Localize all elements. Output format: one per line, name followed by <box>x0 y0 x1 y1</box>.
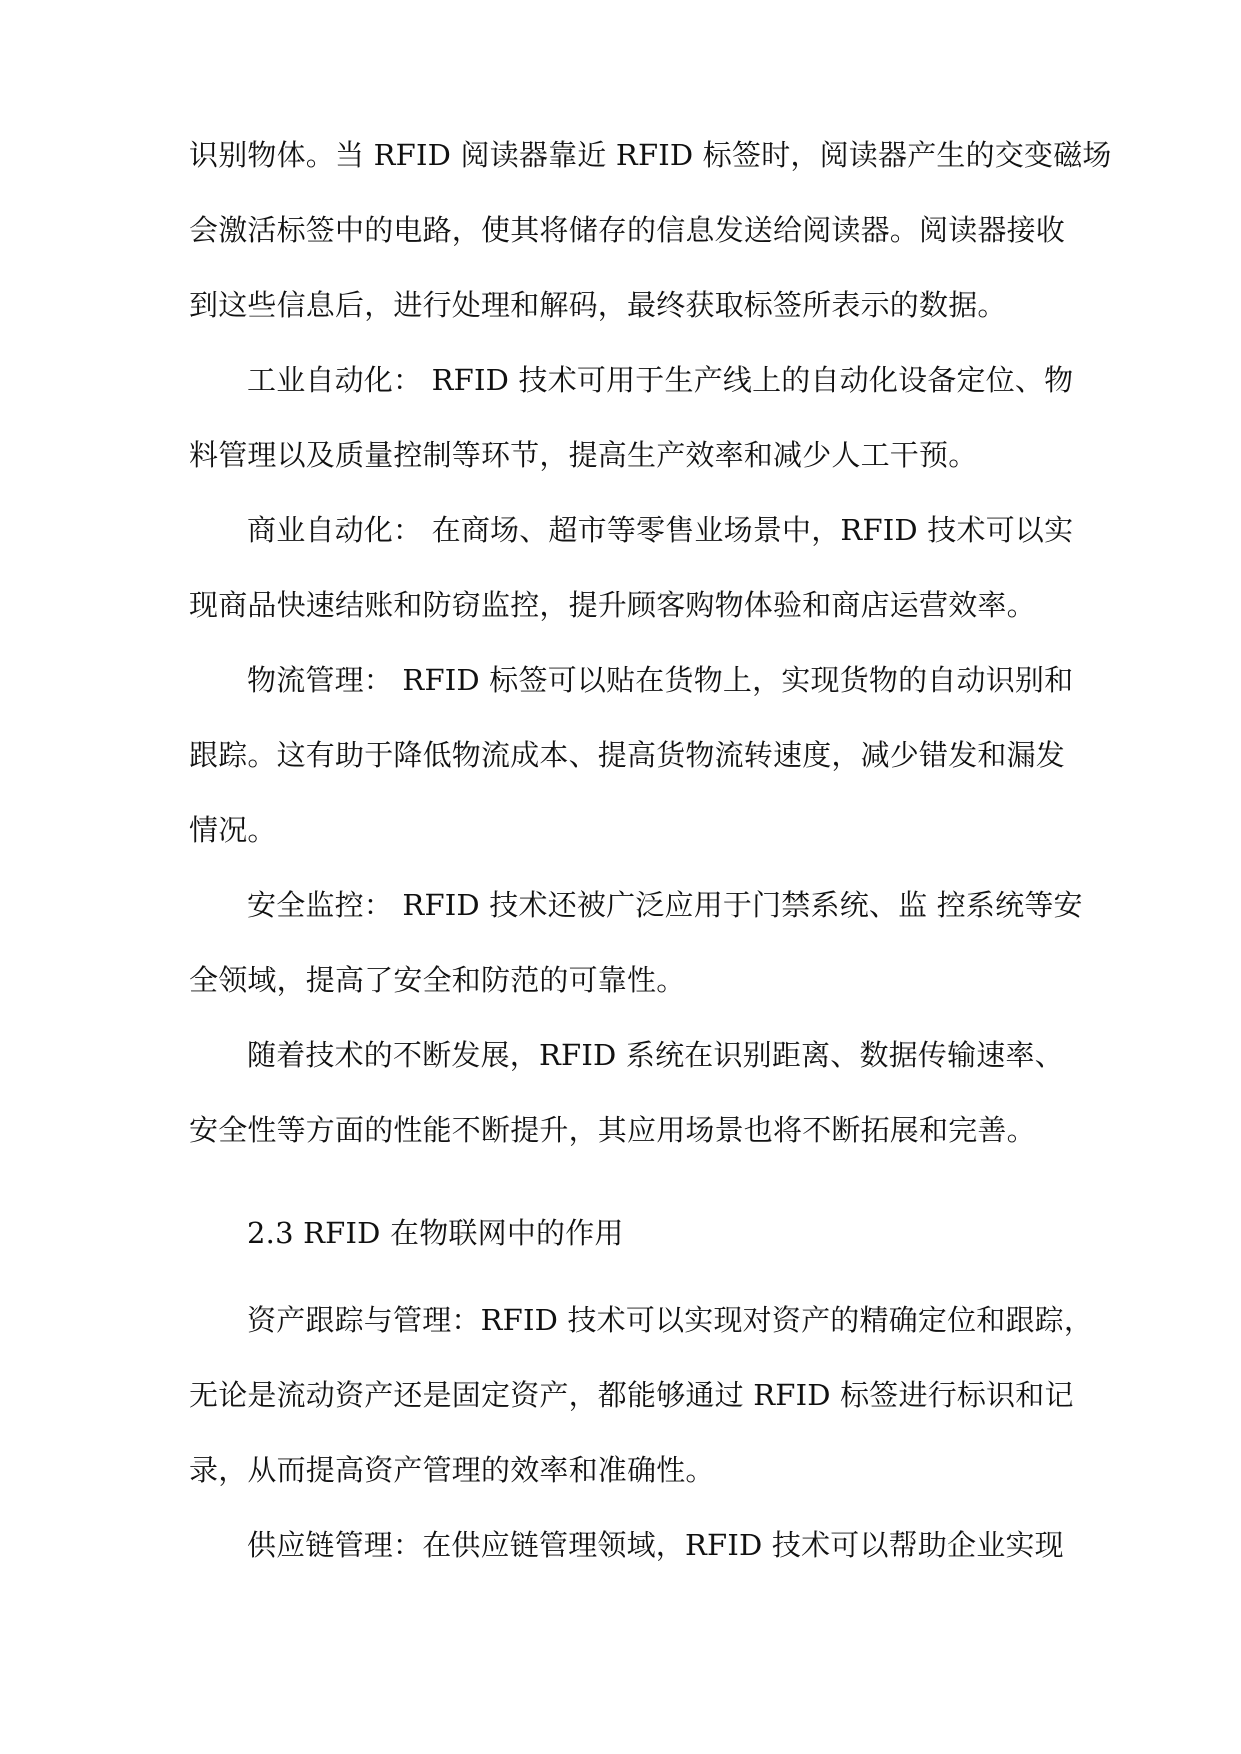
text-line: 录，从而提高资产管理的效率和准确性。 <box>189 1453 715 1487</box>
paragraph-industrial-automation: 工业自动化： RFID 技术可用于生产线上的自动化设备定位、物 <box>247 363 1074 397</box>
text-line: 安全性等方面的性能不断提升，其应用场景也将不断拓展和完善。 <box>189 1113 1036 1147</box>
paragraph-asset-tracking: 资产跟踪与管理：RFID 技术可以实现对资产的精确定位和跟踪， <box>247 1303 1094 1337</box>
text-line: 全领域，提高了安全和防范的可靠性。 <box>189 963 686 997</box>
text-line: 会激活标签中的电路，使其将储存的信息发送给阅读器。阅读器接收 <box>189 213 1066 247</box>
paragraph-development: 随着技术的不断发展，RFID 系统在识别距离、数据传输速率、 <box>247 1038 1064 1072</box>
text-line: 跟踪。这有助于降低物流成本、提高货物流转速度，减少错发和漏发 <box>189 738 1066 772</box>
text-line: 料管理以及质量控制等环节，提高生产效率和减少人工干预。 <box>189 438 978 472</box>
paragraph-commercial-automation: 商业自动化： 在商场、超市等零售业场景中，RFID 技术可以实 <box>247 513 1074 547</box>
text-line: 现商品快速结账和防窃监控，提升顾客购物体验和商店运营效率。 <box>189 588 1036 622</box>
paragraph-security: 安全监控： RFID 技术还被广泛应用于门禁系统、监 控系统等安 <box>247 888 1083 922</box>
section-heading: 2.3 RFID 在物联网中的作用 <box>247 1216 624 1250</box>
text-line: 情况。 <box>189 813 277 847</box>
text-line: 到这些信息后，进行处理和解码，最终获取标签所表示的数据。 <box>189 288 1007 322</box>
text-line: 识别物体。当 RFID 阅读器靠近 RFID 标签时，阅读器产生的交变磁场 <box>189 138 1112 172</box>
paragraph-logistics: 物流管理： RFID 标签可以贴在货物上，实现货物的自动识别和 <box>247 663 1074 697</box>
text-line: 无论是流动资产还是固定资产，都能够通过 RFID 标签进行标识和记 <box>189 1378 1074 1412</box>
paragraph-supply-chain: 供应链管理：在供应链管理领域，RFID 技术可以帮助企业实现 <box>247 1528 1064 1562</box>
